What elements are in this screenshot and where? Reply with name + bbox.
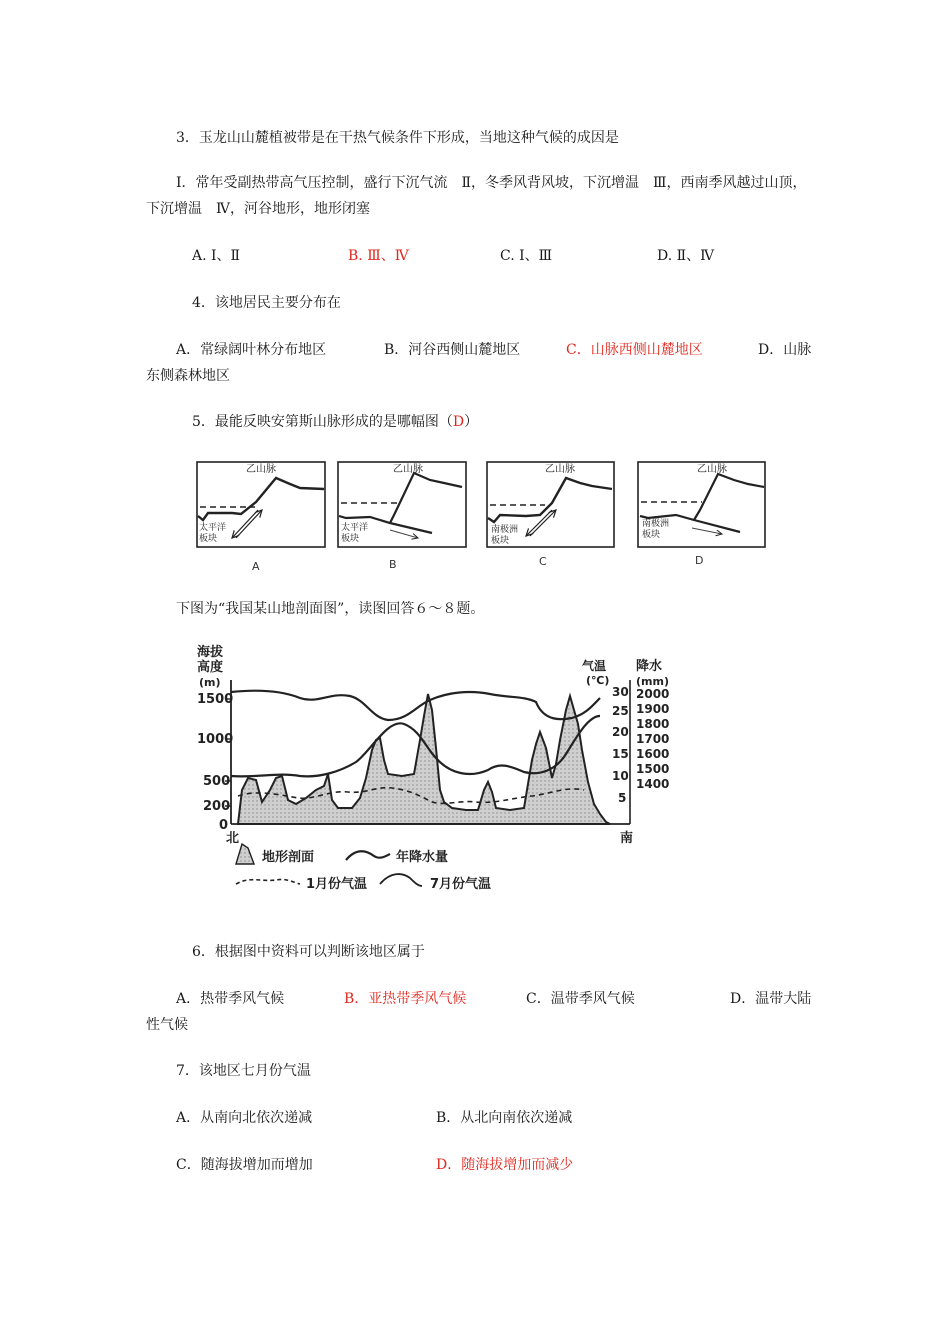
precip-tick-2000: 2000 xyxy=(636,687,670,701)
q3-reasons-line1: Ⅰ．常年受副热带高气压控制，盛行下沉气流 Ⅱ，冬季风背风坡，下沉增温 Ⅲ，西南季风越过山顶， xyxy=(176,175,807,191)
q4-option-d: D．山脉 xyxy=(758,342,812,358)
q5-answer: D xyxy=(452,414,465,430)
temp-axis-title-2: (℃) xyxy=(586,674,610,687)
diagram-c-plate-2: 板块 xyxy=(491,536,510,546)
left-tick-500: 500 xyxy=(203,774,231,789)
q6-stem: 6．根据图中资料可以判断该地区属于 xyxy=(192,944,425,960)
q6-option-d-cont: 性气候 xyxy=(146,1017,188,1033)
diagram-d-mountain: 乙山脉 xyxy=(697,464,727,475)
q3-option-c: C. Ⅰ、Ⅲ xyxy=(500,248,553,264)
diagram-b-caption: B xyxy=(389,558,397,571)
diagram-a-plate-1: 太平洋 xyxy=(199,523,227,533)
diagram-b-mountain: 乙山脉 xyxy=(393,464,423,475)
temp-tick-10: 10 xyxy=(612,769,629,783)
left-axis-title-1: 海拔 xyxy=(197,645,224,660)
diagram-a-mountain: 乙山脉 xyxy=(246,464,276,475)
precip-tick-1600: 1600 xyxy=(636,747,670,761)
diagram-c xyxy=(487,462,614,568)
q7-option-d: D．随海拔增加而减少 xyxy=(436,1157,574,1173)
diagram-a-plate-2: 板块 xyxy=(199,534,218,544)
q3-reasons-line2: 下沉增温 Ⅳ，河谷地形，地形闭塞 xyxy=(146,201,370,217)
q6-option-a: A．热带季风气候 xyxy=(176,991,285,1007)
q6-option-d: D．温带大陆 xyxy=(730,991,812,1007)
q4-stem: 4．该地居民主要分布在 xyxy=(192,295,341,311)
diagram-b-plate-1: 太平洋 xyxy=(341,523,369,533)
south-label: 南 xyxy=(620,831,634,846)
legend-jan-temp: 1月份气温 xyxy=(306,877,368,892)
q3-option-a: A. Ⅰ、Ⅱ xyxy=(192,248,241,264)
temp-tick-20: 20 xyxy=(612,725,629,739)
temp-tick-25: 25 xyxy=(612,704,629,718)
temp-tick-15: 15 xyxy=(612,747,629,761)
q3-stem: 3．玉龙山山麓植被带是在干热气候条件下形成，当地这种气候的成因是 xyxy=(176,130,619,146)
diagram-a xyxy=(197,462,325,573)
left-tick-0: 0 xyxy=(219,818,229,833)
legend-precipitation: 年降水量 xyxy=(396,850,449,865)
q5-stem-suffix: ） xyxy=(464,414,479,430)
temp-tick-5: 5 xyxy=(618,791,627,805)
q4-option-d-cont: 东侧森林地区 xyxy=(146,368,230,384)
legend-jul-temp: 7月份气温 xyxy=(430,877,492,892)
diagram-d xyxy=(638,462,765,567)
q4-option-c: C．山脉西侧山麓地区 xyxy=(566,342,703,358)
temp-tick-30: 30 xyxy=(612,685,629,699)
temp-axis-title-1: 气温 xyxy=(582,659,607,673)
precip-tick-1400: 1400 xyxy=(636,777,670,791)
left-tick-1000: 1000 xyxy=(197,732,234,747)
north-label: 北 xyxy=(226,831,240,846)
q6-option-c: C．温带季风气候 xyxy=(526,991,635,1007)
q4-option-a: A．常绿阔叶林分布地区 xyxy=(176,342,327,358)
precip-tick-1500: 1500 xyxy=(636,762,670,776)
diagram-a-caption: A xyxy=(252,560,260,573)
legend-terrain: 地形剖面 xyxy=(262,850,315,865)
diagram-b xyxy=(338,462,466,571)
intro-6-8: 下图为“我国某山地剖面图”，读图回答６～８题。 xyxy=(176,601,485,617)
mountain-profile-chart xyxy=(0,640,950,900)
diagram-b-plate-2: 板块 xyxy=(341,534,360,544)
q5-stem xyxy=(192,412,478,432)
diagram-d-plate-1: 南极洲 xyxy=(642,519,670,529)
diagram-c-mountain: 乙山脉 xyxy=(545,464,575,475)
plate-diagrams xyxy=(0,458,950,588)
q3-option-b: B. Ⅲ、Ⅳ xyxy=(348,248,409,264)
diagram-c-plate-1: 南极洲 xyxy=(491,525,519,535)
q5-stem-prefix: 5．最能反映安第斯山脉形成的是哪幅图（ xyxy=(192,414,453,430)
left-tick-200: 200 xyxy=(203,799,231,814)
q7-option-b: B．从北向南依次递减 xyxy=(436,1110,573,1126)
diagram-d-plate-2: 板块 xyxy=(642,530,661,540)
precip-tick-1800: 1800 xyxy=(636,717,670,731)
diagram-d-caption: D xyxy=(695,554,704,567)
left-axis-title-3: (m) xyxy=(199,676,221,689)
annual-precipitation-line xyxy=(231,691,600,720)
q7-option-a: A．从南向北依次递减 xyxy=(176,1110,313,1126)
terrain-profile xyxy=(238,694,610,824)
precip-tick-1700: 1700 xyxy=(636,732,670,746)
precip-axis-title-1: 降水 xyxy=(636,659,663,674)
precip-axis-title-2: (mm) xyxy=(636,675,669,688)
q7-stem: 7．该地区七月份气温 xyxy=(176,1063,311,1079)
precip-tick-1900: 1900 xyxy=(636,702,670,716)
diagram-c-caption: C xyxy=(539,555,547,568)
left-tick-1500: 1500 xyxy=(197,692,234,707)
q4-option-b: B．河谷西侧山麓地区 xyxy=(384,342,521,358)
left-axis-title-2: 高度 xyxy=(197,660,224,675)
legend xyxy=(236,844,491,892)
q3-option-d: D. Ⅱ、Ⅳ xyxy=(657,248,715,264)
q7-option-c: C．随海拔增加而增加 xyxy=(176,1157,313,1173)
q6-option-b: B．亚热带季风气候 xyxy=(344,991,467,1007)
